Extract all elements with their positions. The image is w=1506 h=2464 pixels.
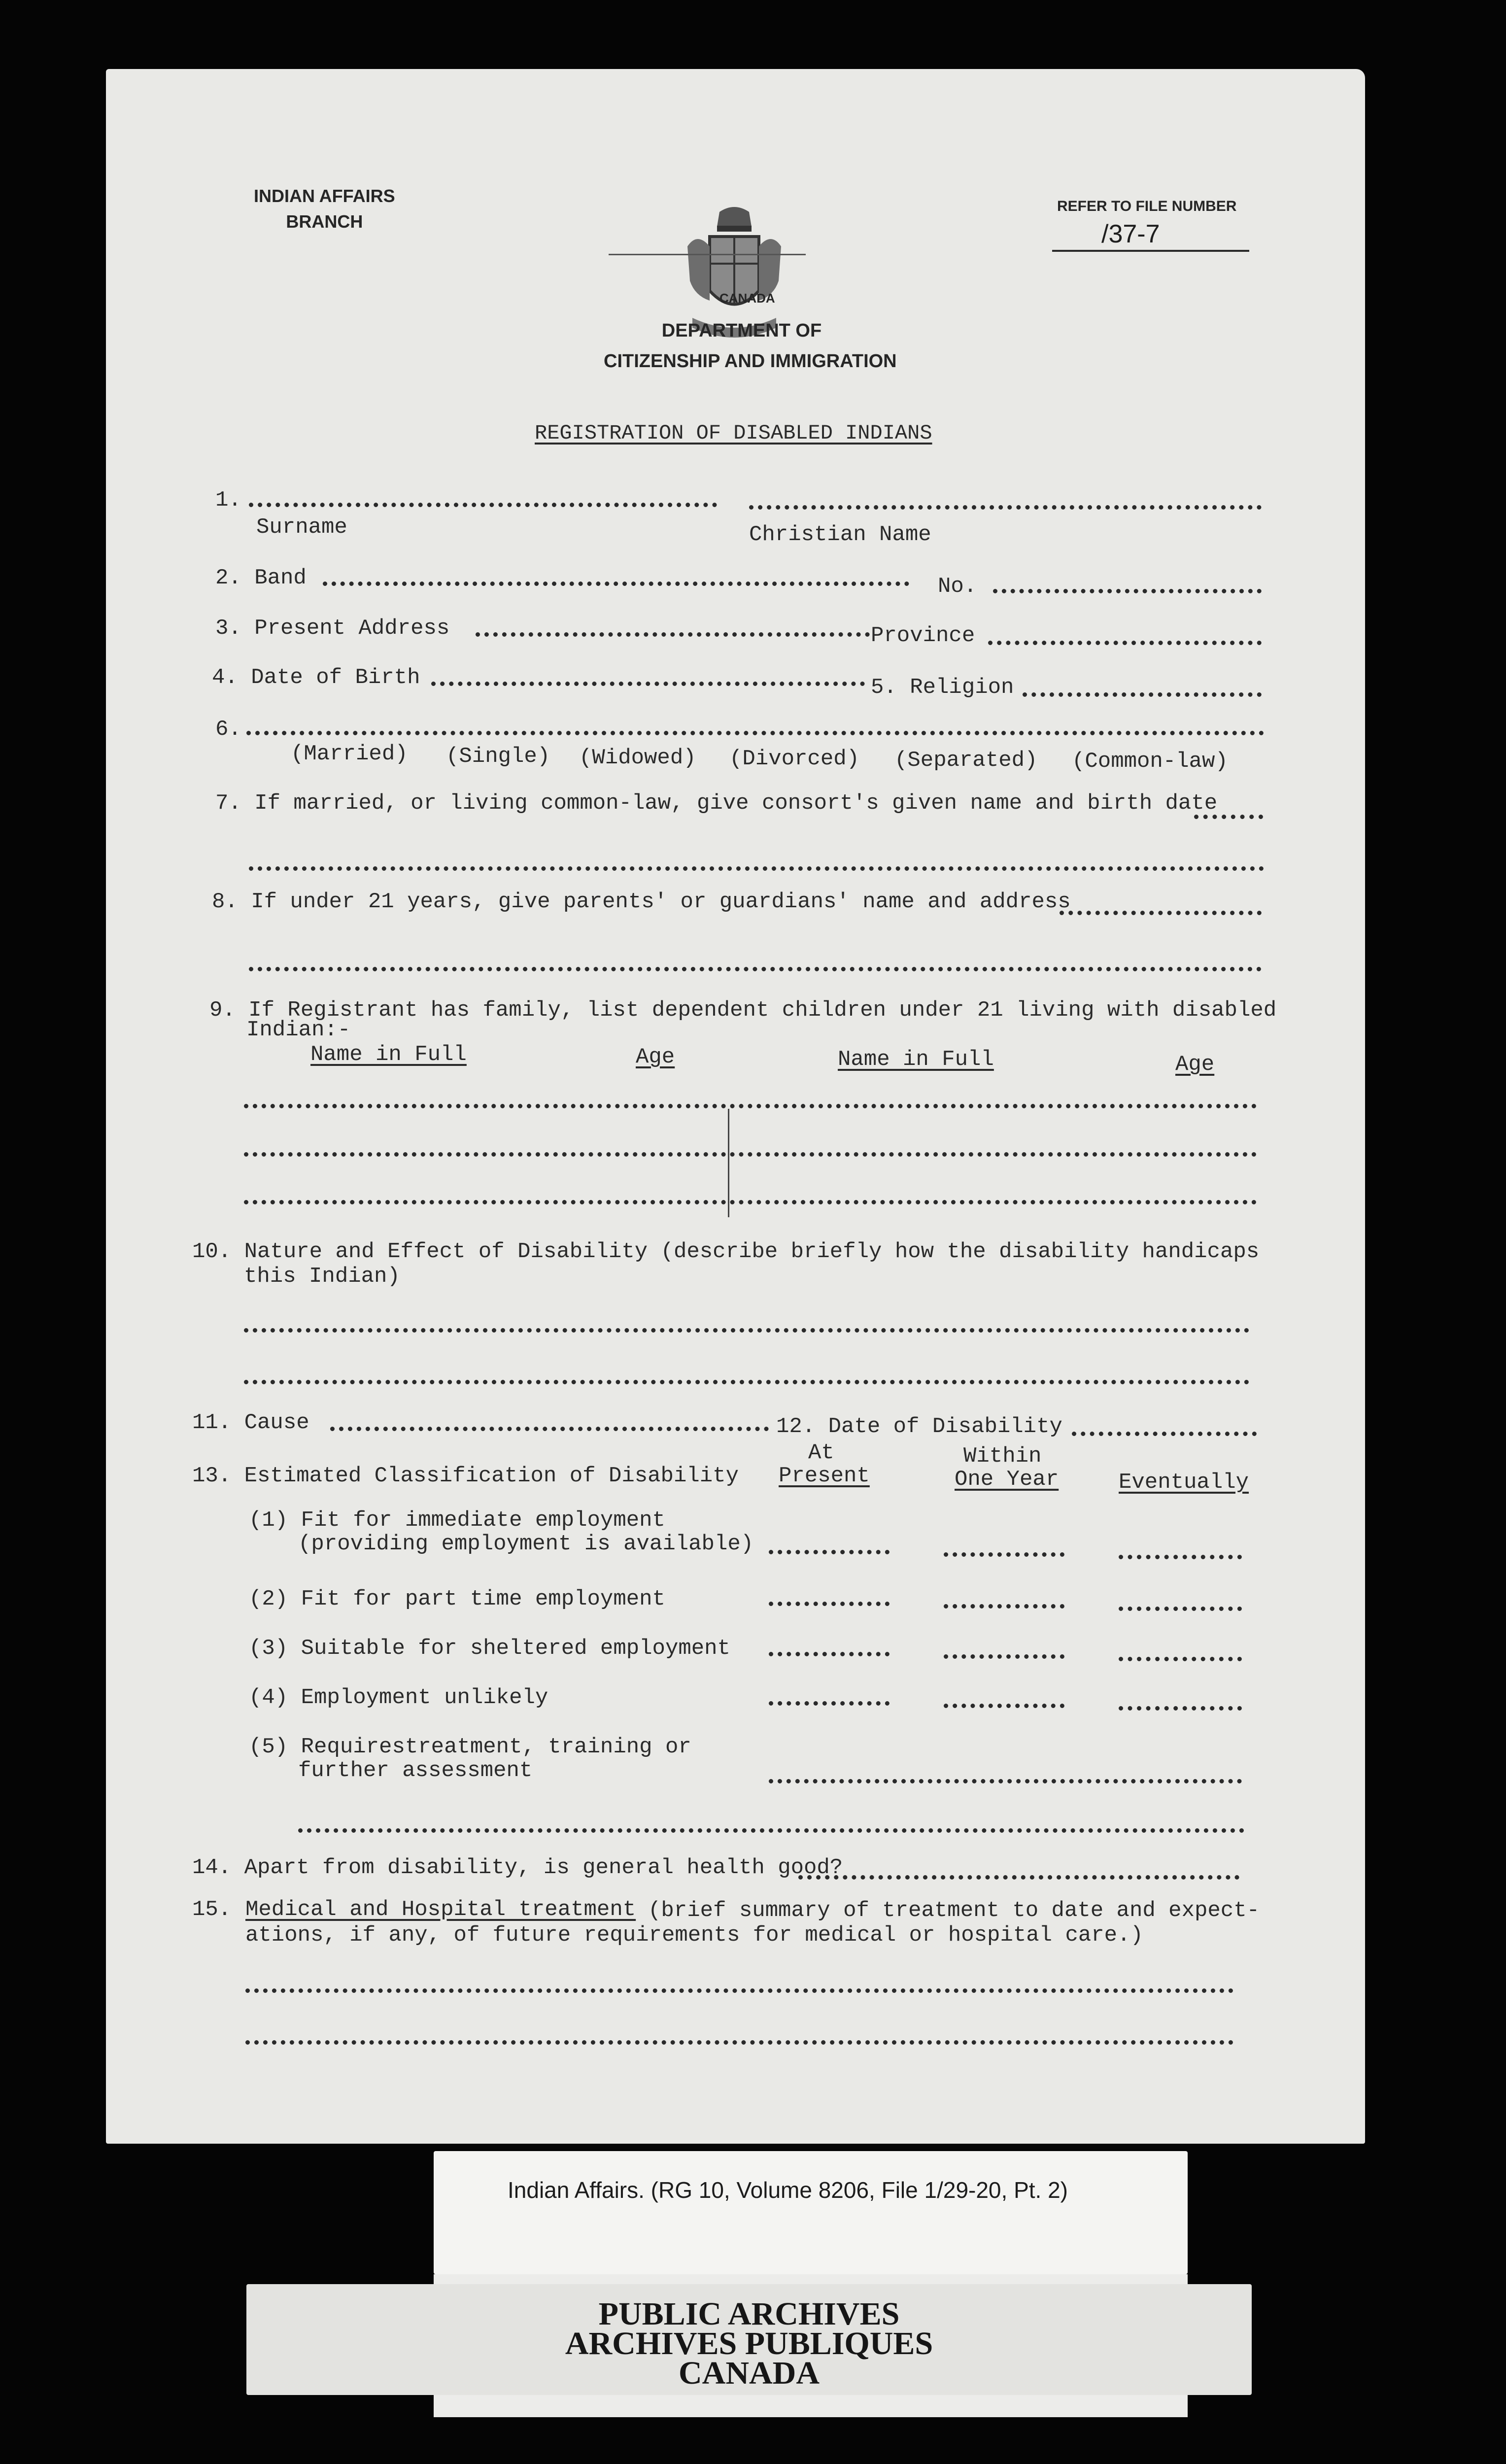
q13-2-present[interactable] xyxy=(769,1602,890,1606)
q1-number: 1. xyxy=(215,488,241,513)
q13-col2-top: Within xyxy=(963,1444,1042,1469)
q9-label-line1: 9. If Registrant has family, list dependent children under 21 living with disabled xyxy=(209,998,1277,1023)
q13-1-one-year[interactable] xyxy=(944,1552,1064,1557)
department-heading xyxy=(604,315,897,376)
child-row-1[interactable] xyxy=(244,1104,1257,1108)
q6-option-widowed[interactable]: (Widowed) xyxy=(579,746,696,770)
q10-label-line1: 10. Nature and Effect of Disability (describe briefly how the disability handicaps xyxy=(192,1239,1260,1264)
dept-line1: DEPARTMENT OF xyxy=(661,320,822,341)
form-page xyxy=(106,69,1365,2144)
q1-surname-label: Surname xyxy=(256,515,347,540)
q4-label: 4. Date of Birth xyxy=(212,665,420,690)
q13-5-line-1[interactable] xyxy=(769,1779,1242,1783)
q3-province-label: Province xyxy=(871,623,975,648)
q6-option-married[interactable]: (Married) xyxy=(291,742,408,766)
branch-line2: BRANCH xyxy=(286,211,363,232)
q13-5-line-2[interactable] xyxy=(298,1828,1244,1833)
file-number-label: REFER TO FILE NUMBER xyxy=(1057,198,1237,214)
q9-col-age-left: Age xyxy=(636,1045,675,1069)
q13-item-5-note: further assessment xyxy=(298,1758,533,1783)
q13-2-one-year[interactable] xyxy=(944,1604,1064,1608)
child-row-2[interactable] xyxy=(244,1152,1257,1157)
q13-4-present[interactable] xyxy=(769,1701,890,1706)
child-row-3[interactable] xyxy=(244,1200,1257,1204)
q6-option-single[interactable]: (Single) xyxy=(446,744,550,769)
disability-line-1[interactable] xyxy=(244,1328,1249,1333)
q13-col1-top: At xyxy=(808,1440,834,1465)
q13-3-one-year[interactable] xyxy=(944,1654,1064,1659)
q13-1-present[interactable] xyxy=(769,1550,890,1554)
q7-label: 7. If married, or living common-law, give consort's given name and birth date xyxy=(215,791,1218,816)
q15-label-underlined: Medical and Hospital treatment xyxy=(245,1897,636,1922)
q1-christian-label: Christian Name xyxy=(749,522,931,547)
treatment-line-2[interactable] xyxy=(245,2040,1233,2045)
q13-4-one-year[interactable] xyxy=(944,1704,1064,1708)
cause-line[interactable] xyxy=(330,1427,769,1431)
q7-line-end[interactable] xyxy=(1194,815,1263,819)
q13-col1-label: Present xyxy=(779,1464,870,1488)
q6-option-divorced[interactable]: (Divorced) xyxy=(729,747,860,771)
q13-col3-label: Eventually xyxy=(1119,1470,1249,1495)
country-name: CANADA xyxy=(719,291,775,306)
guardian-line[interactable] xyxy=(249,967,1262,971)
q13-2-eventually[interactable] xyxy=(1119,1607,1242,1611)
dept-line2: CITIZENSHIP AND IMMIGRATION xyxy=(604,351,897,372)
disability-date-line[interactable] xyxy=(1072,1432,1257,1436)
q13-3-present[interactable] xyxy=(769,1652,890,1656)
q3-label: 3. Present Address xyxy=(215,616,450,641)
address-line[interactable] xyxy=(476,632,870,637)
q6-number: 6. xyxy=(215,717,241,742)
file-number-value: /37-7 xyxy=(1101,220,1160,248)
q15-label-line2: ations, if any, of future requirements for medical or hospital care.) xyxy=(245,1923,1143,1948)
q13-item-3: (3) Suitable for sheltered employment xyxy=(249,1636,730,1661)
archive-stamp xyxy=(246,2284,1252,2395)
band-line[interactable] xyxy=(323,582,909,586)
archive-reference-text: Indian Affairs. (RG 10, Volume 8206, File 1/29-20, Pt. 2) xyxy=(508,2177,1068,2203)
q15-number: 15. xyxy=(192,1897,232,1922)
file-number-line xyxy=(1052,250,1249,252)
q14-label: 14. Apart from disability, is general health good? xyxy=(192,1855,843,1880)
header-rule xyxy=(609,254,806,255)
surname-line[interactable] xyxy=(249,503,717,507)
q9-label-line2: Indian:- xyxy=(246,1018,351,1042)
q9-col-name-right: Name in Full xyxy=(838,1047,994,1072)
q13-item-2: (2) Fit for part time employment xyxy=(249,1587,665,1611)
q13-3-eventually[interactable] xyxy=(1119,1657,1242,1661)
q13-col2-label: One Year xyxy=(955,1467,1059,1492)
stamp-line2: ARCHIVES PUBLIQUES xyxy=(565,2326,933,2361)
q10-label-line2: this Indian) xyxy=(244,1264,400,1289)
q9-col-age-right: Age xyxy=(1175,1052,1215,1077)
q12-label: 12. Date of Disability xyxy=(776,1414,1062,1439)
q8-label: 8. If under 21 years, give parents' or guardians' name and address xyxy=(212,890,1071,914)
christian-name-line[interactable] xyxy=(749,505,1262,510)
stamp-line1: PUBLIC ARCHIVES xyxy=(598,2296,900,2332)
q15-label-rest: (brief summary of treatment to date and expect- xyxy=(648,1898,1260,1923)
disability-line-2[interactable] xyxy=(244,1380,1249,1384)
q13-item-5: (5) Requirestreatment, training or xyxy=(249,1735,691,1759)
q8-line-end[interactable] xyxy=(1060,911,1262,915)
stamp-line3: CANADA xyxy=(679,2355,820,2391)
band-number-line[interactable] xyxy=(993,589,1262,593)
marital-status-line[interactable] xyxy=(246,731,1264,735)
q13-1-eventually[interactable] xyxy=(1119,1555,1242,1559)
q13-label: 13. Estimated Classification of Disability xyxy=(192,1464,739,1488)
q13-item-1: (1) Fit for immediate employment xyxy=(249,1508,665,1533)
form-title: REGISTRATION OF DISABLED INDIANS xyxy=(535,421,932,445)
consort-line[interactable] xyxy=(249,866,1264,871)
q2-label: 2. Band xyxy=(215,566,307,590)
child-column-divider xyxy=(728,1109,729,1217)
q13-4-eventually[interactable] xyxy=(1119,1706,1242,1711)
q6-option-common-law[interactable]: (Common-law) xyxy=(1072,749,1228,774)
branch-line1: INDIAN AFFAIRS xyxy=(254,186,395,206)
q5-label: 5. Religion xyxy=(871,675,1014,700)
general-health-line[interactable] xyxy=(798,1875,1239,1880)
q6-option-separated[interactable]: (Separated) xyxy=(894,748,1038,773)
q13-item-4: (4) Employment unlikely xyxy=(249,1685,548,1710)
archive-reference-label xyxy=(434,2151,1188,2274)
birth-date-line[interactable] xyxy=(431,682,865,686)
branch-heading xyxy=(254,183,395,235)
treatment-line-1[interactable] xyxy=(245,1988,1233,1993)
q13-item-1-note: (providing employment is available) xyxy=(298,1532,754,1556)
q11-label: 11. Cause xyxy=(192,1410,309,1435)
q2-no-label: No. xyxy=(938,574,977,599)
q9-col-name-left: Name in Full xyxy=(310,1042,467,1067)
province-line[interactable] xyxy=(988,641,1262,645)
religion-line[interactable] xyxy=(1023,692,1262,697)
